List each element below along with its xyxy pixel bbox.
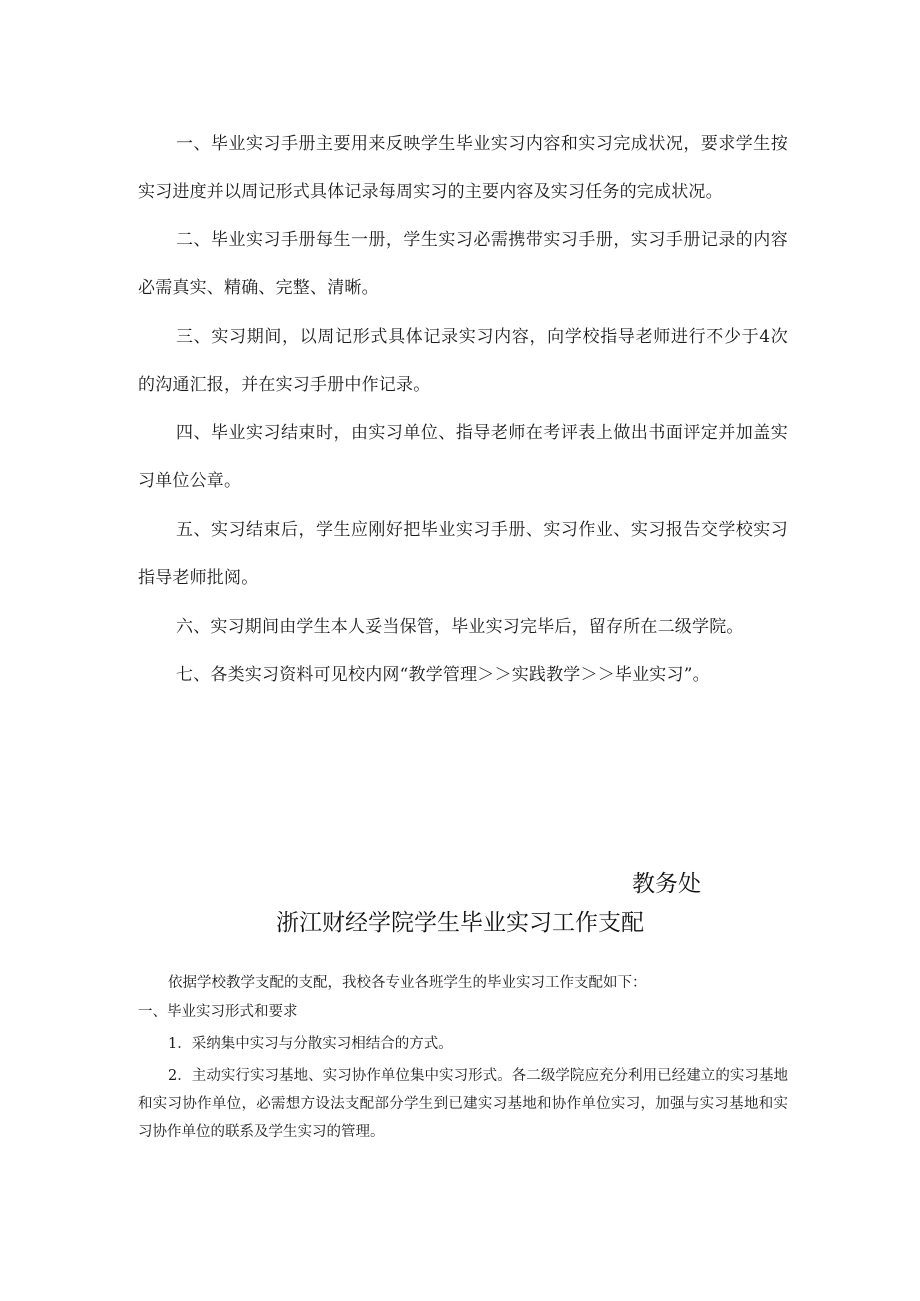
note-paragraph-2: 二、毕业实习手册每生一册，学生实习必需携带实习手册，实习手册记录的内容必需真实、精确、完整、清晰。	[138, 230, 788, 298]
document-title-text: 浙江财经学院学生毕业实习工作支配	[276, 910, 644, 936]
note-paragraph-1: 一、毕业实习手册主要用来反映学生毕业实习内容和实习完成状况，要求学生按实习进度并以周记形式具体记录每周实习的主要内容及实习任务的完成状况。	[138, 134, 788, 202]
document-title	[0, 903, 920, 943]
signature-office: 教务处	[632, 871, 701, 897]
list-item-2: 2．主动实行实习基地、实习协作单位集中实习形式。各二级学院应充分利用已经建立的实习基地和实习协作单位，必需想方设法支配部分学生到已建实习基地和协作单位实习，加强与实习基地和实习协作单位的联系及学生实习的管理。	[138, 1068, 788, 1140]
note-paragraph-3: 三、实习期间，以周记形式具体记录实习内容，向学校指导老师进行不少于4次的沟通汇报，并在实习手册中作记录。	[138, 327, 788, 395]
note-paragraph-4: 四、毕业实习结束时，由实习单位、指导老师在考评表上做出书面评定并加盖实习单位公章。	[138, 423, 788, 491]
list-item-1: 1．采纳集中实习与分散实习相结合的方式。	[168, 1036, 453, 1052]
intro-paragraph: 依据学校教学支配的支配，我校各专业各班学生的毕业实习工作支配如下：	[168, 975, 647, 991]
note-paragraph-5: 五、实习结束后，学生应刚好把毕业实习手册、实习作业、实习报告交学校实习指导老师批阅。	[138, 520, 788, 588]
note-paragraph-6: 六、实习期间由学生本人妥当保管，毕业实习完毕后，留存所在二级学院。	[176, 617, 744, 637]
section-heading: 一、毕业实习形式和要求	[138, 1004, 298, 1020]
note-paragraph-7: 七、各类实习资料可见校内网“教学管理＞＞实践教学＞＞毕业实习”。	[176, 665, 710, 685]
